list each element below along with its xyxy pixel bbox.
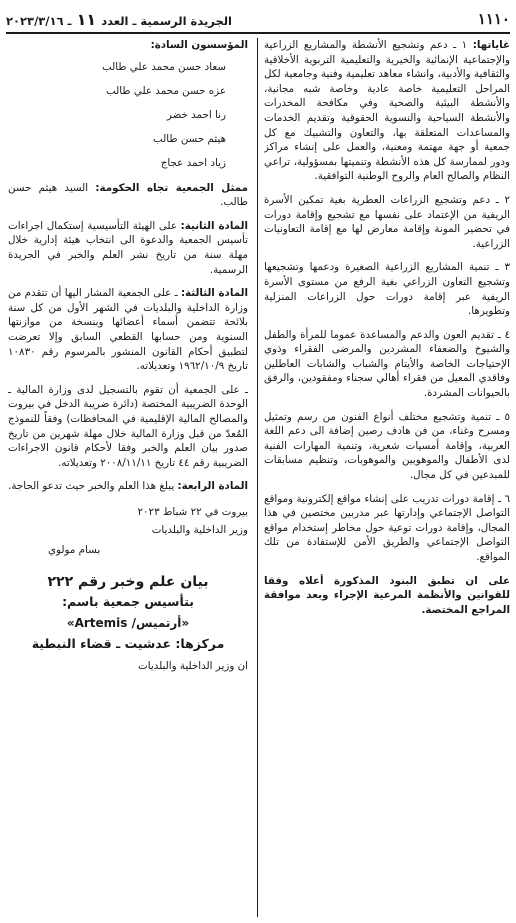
page-number: ١١١٠ bbox=[477, 10, 510, 28]
goal-item: ٣ ـ تنمية المشاريع الزراعية الصغيرة ودعمها وتشجيعها وتشجيع التعاون الزراعي بغية الرفع من مستوى الأسرة الريفية عبر إقامة دورات حول الزراعات المنزلية وتطويرها. bbox=[264, 261, 510, 318]
article-4-label: المادة الرابعة: bbox=[177, 480, 248, 493]
representative bbox=[8, 181, 248, 210]
goals-label: غاياتها: bbox=[472, 39, 510, 51]
signer-name: بسام مولوي bbox=[48, 543, 101, 556]
place-date: بيروت في ٢٢ شباط ٢٠٢٣ bbox=[137, 505, 248, 518]
header-title-group bbox=[6, 10, 232, 29]
ministry-title: وزير الداخلية والبلديات bbox=[151, 523, 248, 536]
signature-block bbox=[8, 503, 248, 559]
founder-name: سعاد حسن محمد علي طالب bbox=[101, 60, 226, 73]
founder-name: زياد احمد عجاج bbox=[160, 156, 226, 169]
article-4-text: يبلغ هذا العلم والخبر حيث تدعو الحاجة. bbox=[8, 480, 175, 493]
goal-item: ٥ ـ تنمية وتشجيع مختلف أنواع الفنون من رسم وتمثيل ومسرح وغناء، من فن هادف رصين إضافة الى دعم اللغة العربية، وإقامة أمسيات شعرية، وتنمية المهارات الفنية لدى الأطفال والموهوبين والموهوبات، وتنظيم مسابقات للمبدعين في كل مجال. bbox=[264, 410, 510, 482]
association-name: «أرتميس/ Artemis» bbox=[66, 616, 190, 631]
goals-intro bbox=[264, 38, 510, 184]
article-2-label: المادة الثانية: bbox=[180, 219, 248, 232]
founders-label: المؤسسون السادة: bbox=[150, 39, 248, 51]
column-divider bbox=[257, 38, 258, 917]
goal-item: ٦ ـ إقامة دورات تدريب على إنشاء مواقع إلكترونية ومواقع التواصل الإجتماعي وإدارتها عبر مدربين مختصين في هذا المجال، وإقامة دورات توعية حول مخاطر إستخدام مواقع التواصل الإجتماعي والطريق الأمن للإستفادة من تلك المواقع. bbox=[264, 492, 510, 563]
running-title: الجريدة الرسمية ـ العدد bbox=[101, 13, 232, 28]
article-3-label: المادة الثالثة: bbox=[180, 287, 248, 300]
founder-name: هيثم حسن طالب bbox=[152, 132, 226, 145]
goal-item: ٢ ـ دعم وتشجيع الزراعات العطرية بغية تمكين الأسرة الريفية من الإعتماد على نفسها مع تشجيع وإقامة دورات في تحضير المونة وإقامة معارض لها مع إقامة التعاونيات الزراعية. bbox=[264, 193, 510, 250]
notice-subtitle: بتأسيس جمعية باسم: bbox=[62, 594, 194, 610]
page-header bbox=[6, 6, 510, 34]
representative-name: السيد هيثم حسن طالب. bbox=[8, 181, 248, 209]
association-headquarters: مركزها: عدشيت ـ قضاء النبطية bbox=[31, 635, 225, 651]
issue-date: ـ ٢٠٢٣/٣/١٦ bbox=[6, 13, 72, 28]
notice-title: بيان علم وخبر رقم ٢٢٢ bbox=[47, 573, 209, 590]
new-notice bbox=[8, 575, 248, 674]
founders-list bbox=[8, 55, 248, 175]
goal-item: ٤ ـ تقديم العون والدعم والمساعدة عموما للمرأة والطفل والشيوخ والضعفاء المشردين والمرضى الفقراء وذوي الإحتياجات الخاصة والأيتام والشباب والشابات العاطلين وفاقدي المعيل من فقراء أهالي سجناء ومفقودين، والرفق بالحيوانات المشردة. bbox=[264, 328, 510, 400]
article-3 bbox=[8, 286, 248, 374]
article-3-text: ـ على الجمعية المشار اليها أن تتقدم من وزارة الداخلية والبلديات في الشهر الأول من كل سنة بلائحة تتضمن أسماء أعضائها وبنسخة من موازنتها السنوية ومن حسابها القطعي السابق وإلا تعرضت لتطبيق أحكام القانون المنشور بالمرسوم رقم ١٠٨٣٠ تاريخ ١٩٦٢/١٠/٩ وتعديلاته. bbox=[8, 287, 248, 373]
article-4 bbox=[8, 479, 248, 494]
article-2 bbox=[8, 219, 248, 277]
representative-label: ممثل الجمعية تجاه الحكومة: bbox=[95, 181, 248, 194]
founder-name: عزه حسن محمد علي طالب bbox=[106, 84, 226, 97]
right-column bbox=[264, 38, 510, 917]
article-3-text-2: ـ على الجمعية أن تقوم بالتسجيل لدى وزارة المالية ـ الوحدة الضريبية المختصة (دائرة ضريبة الدخل في بيروت والمصالح المالية الإقليمية في المحافظات) وفقاً للنموذج المُعدّ من قبل وزارة المالية خلال مهلة شهرين من تاريخ صدور بيان العلم والخبر وفقا لأحكام قانون الاجراءات الضريبية رقم ٤٤ تاريخ ٢٠٠٨/١١/١١ وتعديلاته. bbox=[8, 383, 248, 469]
issue-number: ١١ bbox=[76, 9, 97, 29]
closing-clause: على ان تطبق البنود المذكورة أعلاه وفقا للقوانين والأنظمة المرعية الإجراء وبعد موافقة المراجع المختصة. bbox=[264, 574, 510, 616]
founder-name: رنا احمد خضر bbox=[166, 108, 226, 121]
article-2-text: على الهيئة التأسيسية إستكمال اجراءات تأسيس الجمعية والدعوة الى انتخاب هيئة إدارية خلال مهلة سنة من تاريخ نشر العلم والخبر في الجريدة الرسمية. bbox=[8, 219, 248, 276]
goal-item: ١ ـ دعم وتشجيع الأنشطة والمشاريع الزراعية والإجتماعية الإنمائية والخيرية والتعليمية التربوية الأخلاقية والثقافية والأدبية، وانشاء معاهد تعليمية وفنية وجامعية لكل المراحل التعليمية خاصة عادية وخاصة شبه مجانية، والأنشطة البيئية والصحية وفي مكافحة المخدرات والأنشطة السياحية والنسوية الحقوقية وتقديم الخدمات والمساعدات المتعلقة بها، والتعاون والتشبيك مع كل جمعية أو جهة مهتمة ومعنية، والعمل على إنشاء مراكز ودور لممارسة كل هذه الأنشطة وتنميتها بمسؤولية، تراعي النظام والصالح العام والروح الوطنية التوافقية. bbox=[264, 39, 510, 183]
notice-from: ان وزير الداخلية والبلديات bbox=[138, 660, 248, 673]
left-column bbox=[8, 38, 248, 917]
